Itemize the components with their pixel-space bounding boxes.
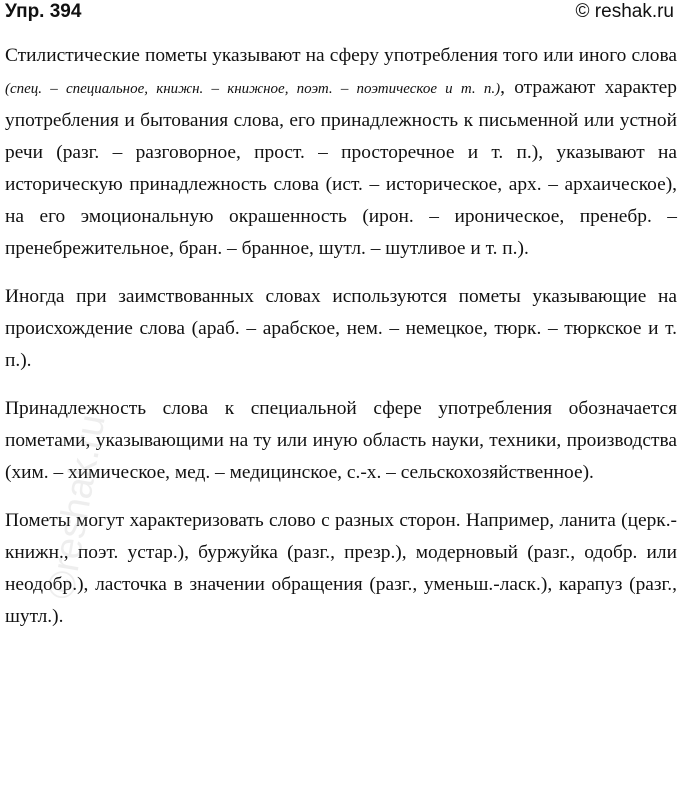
site-copyright: © reshak.ru — [575, 1, 674, 22]
paragraph-1-rest: , отражают характер употребления и бытования слова, его принадлежность к письменной или устной речи (разг. – разговорное, прост. – просторечное и т. п.), указывают на историческую принадлежность слова (ист. – историческое, арх. – архаическое), на его эмоциональную окрашенность (ирон. – ироническое, пренебр. – пренебрежительное, бран. – бранное, шутл. – шутливое и т. п.). — [5, 77, 677, 259]
paragraph-1-abbreviations: (спец. – специальное, книжн. – книжное, поэт. – поэтическое и т. п.) — [5, 81, 501, 97]
paragraph-1 — [5, 40, 677, 265]
watermark: ©reshak.ru — [40, 411, 114, 603]
paragraph-4: Пометы могут характеризовать слово с разных сторон. Например, ланита (церк.-книжн., поэт. устар.), буржуйка (разг., презр.), модерновый (разг., одобр. или неодобр.), ласточка в значении обращения (разг., уменьш.-ласк.), карапуз (разг., шутл.). — [5, 510, 677, 627]
page-header — [0, 0, 680, 26]
paragraph-2: Иногда при заимствованных словах используются пометы указывающие на происхождение слова (араб. – арабское, нем. – немецкое, тюрк. – тюркское и т. п.). — [5, 286, 677, 371]
paragraph-3: Принадлежность слова к специальной сфере употребления обозначается пометами, указывающими на ту или иную область науки, техники, производства (хим. – химическое, мед. – медицинское, с.-х. – сельскохозяйственное). — [5, 398, 677, 483]
paragraph-1-lead: Стилистические пометы указывают на сферу употребления того или иного слова — [5, 45, 677, 66]
exercise-number: Упр. 394 — [5, 1, 82, 22]
exercise-text — [5, 40, 677, 649]
